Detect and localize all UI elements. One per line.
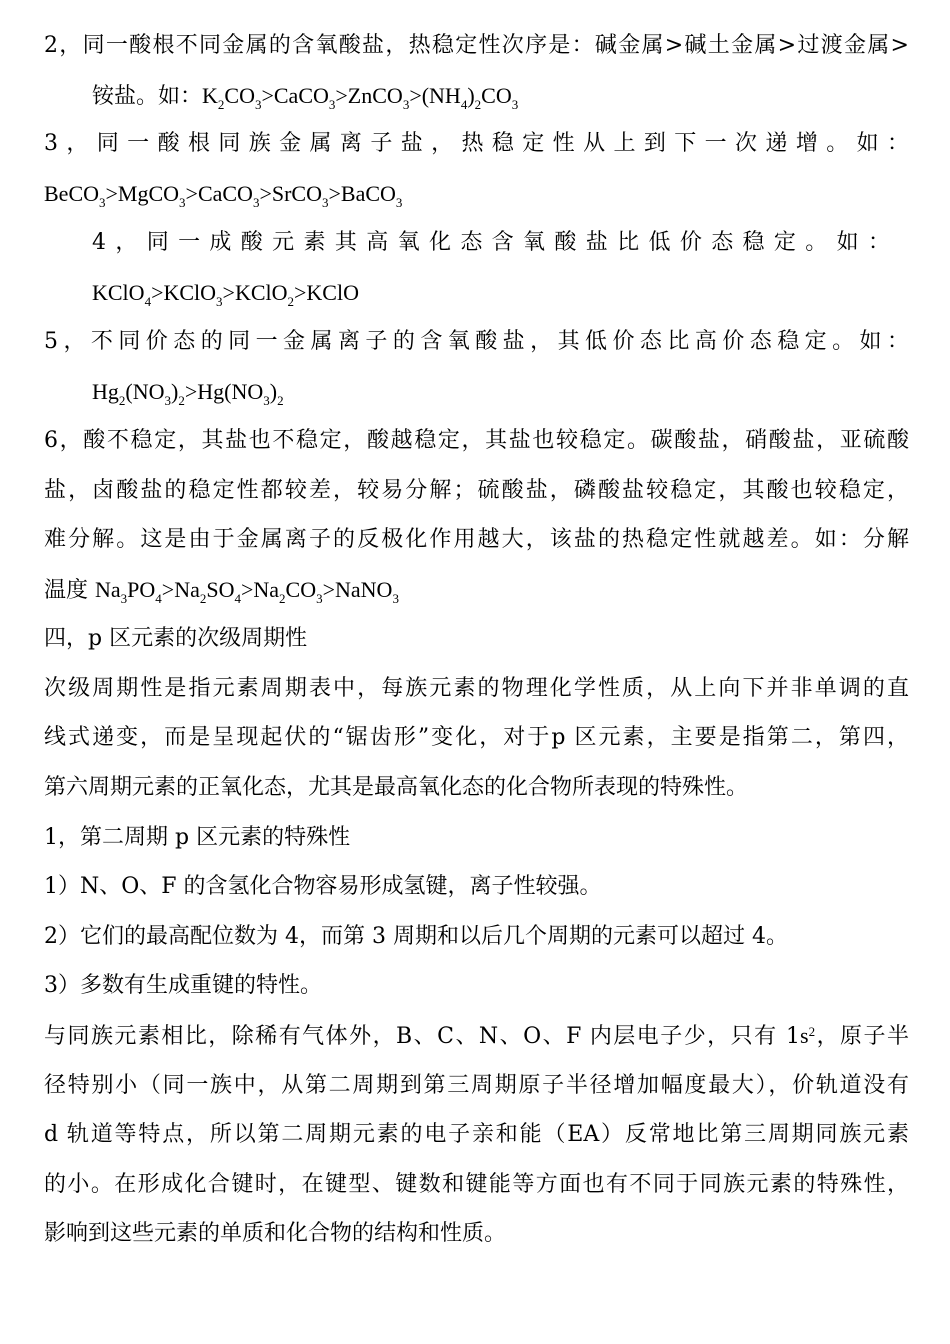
- formula-text: [44, 181, 403, 210]
- chemical-formula: [44, 181, 403, 210]
- formula-segment: Hg: [92, 379, 119, 404]
- text-line-radius-3: 的小。在形成化合键时，在键型、键数和键能等方面也有不同于同族元素的特殊性，: [44, 1172, 909, 1197]
- subscript: 4: [155, 591, 162, 606]
- subscript: 4: [144, 294, 152, 309]
- formula-segment: ): [269, 379, 278, 404]
- subscript: 3: [392, 591, 399, 606]
- formula-segment: Na: [95, 577, 121, 602]
- formula-segment: KClO: [92, 280, 145, 305]
- subscript: 2: [178, 393, 185, 408]
- formula-line-1: [92, 81, 950, 111]
- subscript: 2: [199, 591, 207, 606]
- subscript: 2: [217, 97, 225, 112]
- formula-segment: >Na: [161, 577, 200, 602]
- subscript: 3: [316, 591, 323, 606]
- formula-segment: s: [800, 1023, 809, 1048]
- subscript: 2: [118, 393, 126, 408]
- text-line-secondary-periodicity-3: 第六周期元素的正氧化态，尤其是最高氧化态的化合物所表现的特殊性。: [44, 775, 749, 800]
- subscript: 2: [279, 591, 286, 606]
- formula-segment: CO: [285, 577, 317, 602]
- subscript: 3: [254, 97, 262, 112]
- text-line-radius-1: 径特别小（同一族中，从第二周期到第三周期原子半径增加幅度最大），价轨道没有: [44, 1073, 909, 1098]
- formula-prefix: 温度: [44, 578, 95, 603]
- text-line-group-trend: 3，同一酸根同族金属离子盐，热稳定性从上到下一次递增。如：: [44, 131, 909, 156]
- formula-line-5: [92, 278, 950, 308]
- list-item-2: 2）它们的最高配位数为 4，而第 3 周期和以后几个周期的元素可以超过 4。: [44, 924, 788, 949]
- subscript: 2: [277, 393, 284, 408]
- formula-segment: >(NH: [409, 83, 461, 108]
- formula-segment: >BaCO: [328, 181, 396, 206]
- formula-segment: CO: [481, 83, 512, 108]
- chemical-formula: [92, 379, 284, 408]
- formula-segment: (NO: [125, 379, 165, 404]
- text-line-secondary-periodicity-2: 线式递变，而是呈现起伏的“锯齿形”变化，对于p 区元素，主要是指第二，第四，: [44, 725, 909, 750]
- subscript: 3: [263, 393, 270, 408]
- subscript: 3: [328, 97, 336, 112]
- chemical-formula: [95, 577, 399, 606]
- subscript: 3: [402, 97, 410, 112]
- chemical-formula: [202, 83, 519, 112]
- formula-line-3: [44, 179, 909, 209]
- subscript: 4: [234, 591, 241, 606]
- subscript: 4: [460, 97, 468, 112]
- text-line-oxidation-state: 4，同一成酸元素其高氧化态含氧酸盐比低价态稳定。如：: [92, 230, 890, 255]
- formula-segment: ): [467, 83, 475, 108]
- section-heading-p-block: 四，p 区元素的次级周期性: [44, 626, 308, 651]
- subheading-second-period: 1，第二周期 p 区元素的特殊性: [44, 825, 351, 850]
- list-item-1: 1）N、O、F 的含氢化合物容易形成氢键，离子性较强。: [44, 874, 602, 899]
- formula-segment: SO: [206, 577, 235, 602]
- text-line-secondary-periodicity-1: 次级周期性是指元素周期表中，每族元素的物理化学性质，从上向下并非单调的直: [44, 676, 909, 701]
- list-item-3: 3）多数有生成重键的特性。: [44, 973, 322, 998]
- subscript: 2: [474, 97, 482, 112]
- formula-segment: >Hg(NO: [184, 379, 264, 404]
- subscript: 3: [216, 294, 223, 309]
- subscript: 3: [252, 195, 260, 210]
- chemical-formula: [92, 280, 359, 309]
- formula-segment: PO: [127, 577, 156, 602]
- formula-segment: >SrCO: [259, 181, 322, 206]
- formula-text: [44, 577, 399, 606]
- subscript: 3: [511, 97, 519, 112]
- formula-line-11: [44, 575, 909, 605]
- text-line-valence: 5，不同价态的同一金属离子的含氧酸盐，其低价态比高价态稳定。如：: [44, 329, 909, 354]
- formula-segment: >MgCO: [105, 181, 180, 206]
- formula-segment: >Na: [240, 577, 280, 602]
- subscript: 3: [99, 195, 106, 210]
- subscript: 2: [287, 294, 294, 309]
- text-line-salt-order: 2，同一酸根不同金属的含氧酸盐，热稳定性次序是：碱金属>碱土金属>过渡金属>: [44, 33, 909, 58]
- formula-segment: >KClO: [294, 280, 359, 305]
- formula-segment: >KClO: [151, 280, 217, 305]
- formula-line-20: [44, 1021, 909, 1051]
- subscript: 3: [120, 591, 128, 606]
- subscript: 3: [164, 393, 171, 408]
- formula-text: [92, 83, 519, 112]
- formula-segment: >CaCO: [185, 181, 253, 206]
- text-line-acid-stability-2: 盐，卤酸盐的稳定性都较差，较易分解；硫酸盐，磷酸盐较稳定，其酸也较稳定，: [44, 478, 909, 503]
- formula-prefix: 铵盐。如：: [92, 84, 203, 109]
- subscript: 3: [395, 195, 403, 210]
- chemical-formula: [800, 1023, 815, 1048]
- formula-segment: >CaCO: [261, 83, 329, 108]
- text-line-acid-stability-1: 6，酸不稳定，其盐也不稳定，酸越稳定，其盐也较稳定。碳酸盐，硝酸盐，亚硫酸: [44, 428, 909, 453]
- formula-text: [44, 1024, 909, 1049]
- formula-segment: ): [171, 379, 179, 404]
- formula-text: [92, 379, 284, 408]
- superscript: 2: [808, 1024, 816, 1039]
- subscript: 3: [179, 195, 186, 210]
- text-line-radius-4: 影响到这些元素的单质和化合物的结构和性质。: [44, 1221, 507, 1246]
- formula-segment: CO: [224, 83, 255, 108]
- formula-segment: >NaNO: [322, 577, 393, 602]
- formula-segment: K: [202, 83, 218, 108]
- formula-segment: BeCO: [44, 181, 99, 206]
- subscript: 3: [321, 195, 329, 210]
- formula-segment: >KClO: [222, 280, 288, 305]
- formula-line-7: [92, 377, 950, 407]
- text-line-radius-2: d 轨道等特点，所以第二周期元素的电子亲和能（EA）反常地比第三周期同族元素: [44, 1122, 909, 1147]
- formula-suffix: ，原子半: [815, 1024, 909, 1049]
- formula-prefix: 与同族元素相比，除稀有气体外，B、C、N、O、F 内层电子少，只有 1: [44, 1024, 801, 1049]
- formula-text: [92, 280, 359, 309]
- formula-segment: >ZnCO: [335, 83, 403, 108]
- text-line-acid-stability-3: 难分解。这是由于金属离子的反极化作用越大，该盐的热稳定性就越差。如：分解: [44, 527, 909, 552]
